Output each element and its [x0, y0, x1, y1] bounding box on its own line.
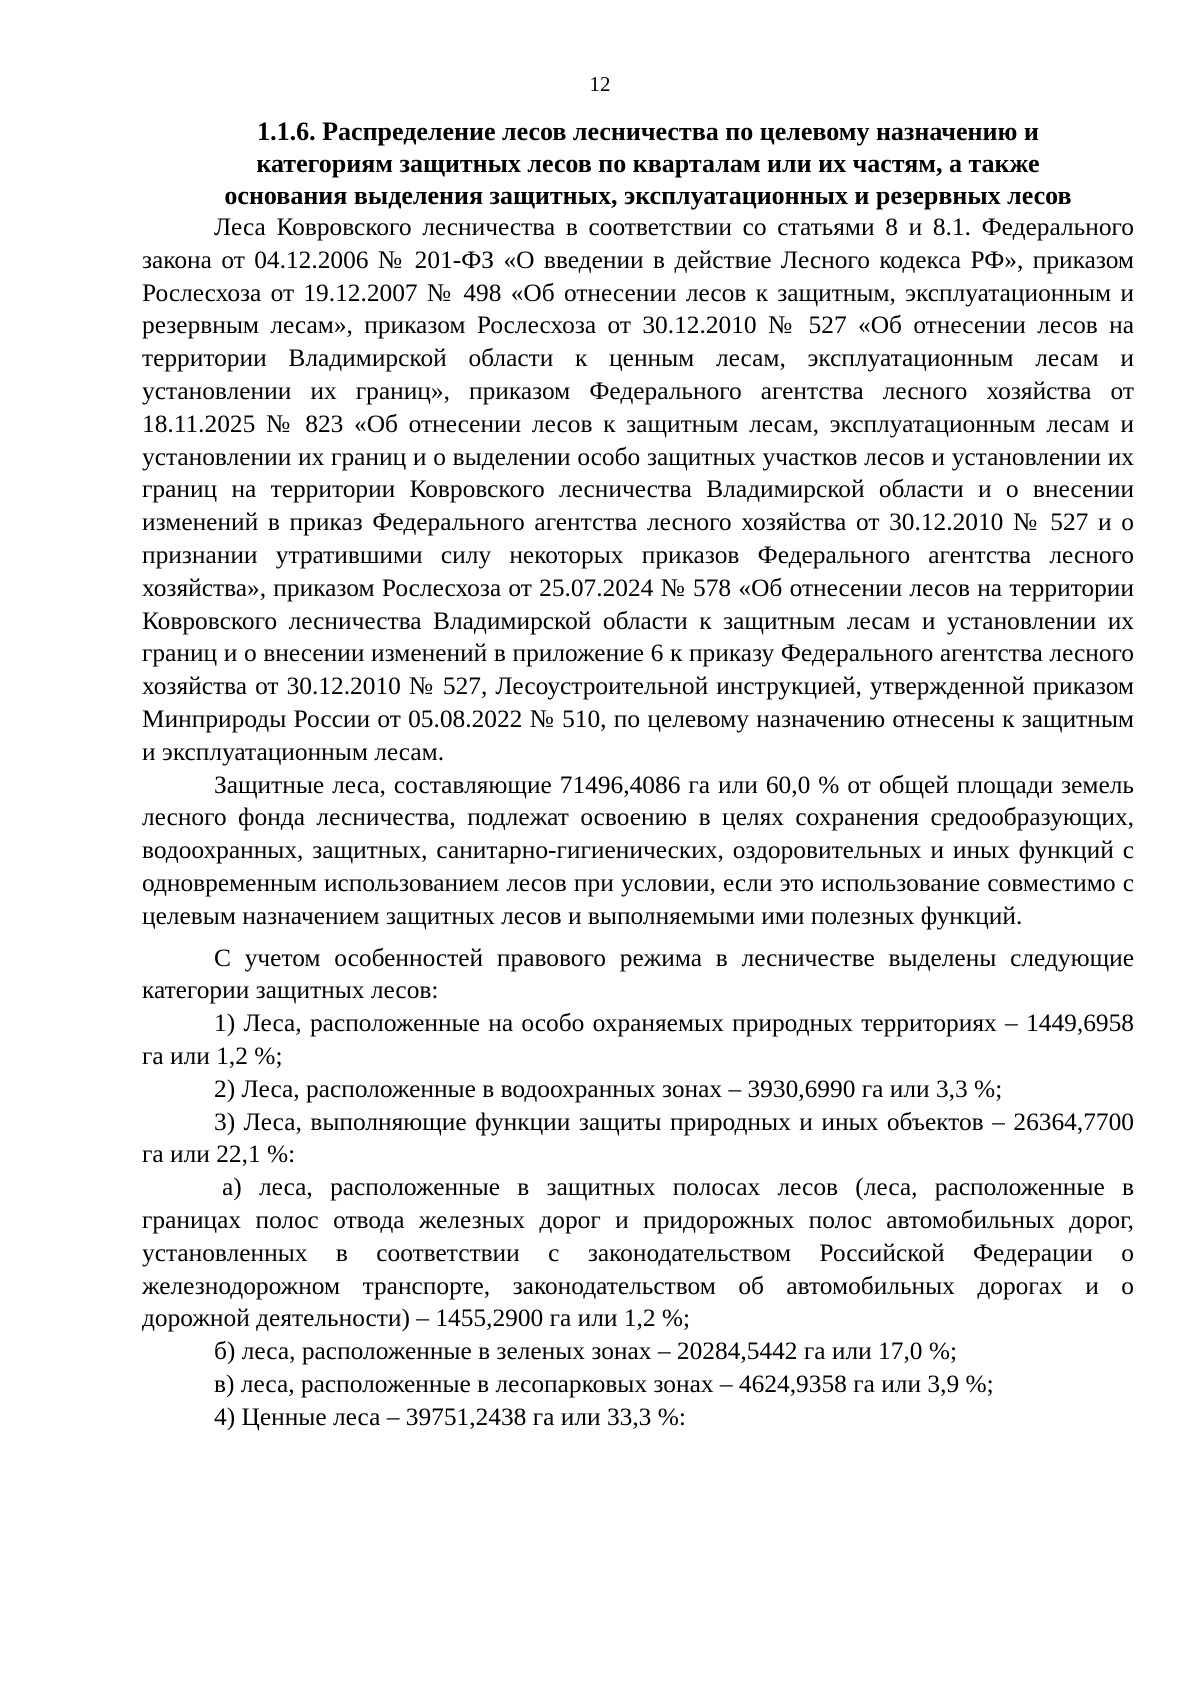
list-item-subcategory-c: в) леса, расположенные в лесопарковых зонах – 4624,9358 га или 3,9 %;	[214, 1369, 994, 1398]
list-item-subcategory-a: а) леса, расположенные в защитных полосах лесов (леса, расположенные в границах полос отвода железных дорог и придорожных полос автомобильных дорог, установленных в соответствии с законодательством Российской Федерации о железнодорожном транспорте, законодательством об автомобильных дорогах и о дорожной деятельности) – 1455,2900 га или 1,2 %;	[142, 1173, 1134, 1333]
list-item-category-4: 4) Ценные леса – 39751,2438 га или 33,3 %:	[214, 1402, 686, 1431]
section-heading-line: 1.1.6. Распределение лесов лесничества по целевому назначению и	[257, 117, 1039, 146]
body-text	[142, 211, 1134, 1433]
section-heading-line: основания выделения защитных, эксплуатационных и резервных лесов	[224, 181, 1072, 210]
section-heading	[178, 116, 1118, 212]
list-item-category-3: 3) Леса, выполняющие функции защиты природных и иных объектов – 26364,7700 га или 22,1 %:	[142, 1107, 1134, 1169]
list-item-category-2: 2) Леса, расположенные в водоохранных зонах – 3930,6990 га или 3,3 %;	[214, 1074, 1003, 1103]
paragraph-legal-basis: Леса Ковровского лесничества в соответствии со статьями 8 и 8.1. Федерального закона от 04.12.2006 № 201-ФЗ «О введении в действие Лесного кодекса РФ», приказом Рослесхоза от 19.12.2007 № 498 «Об отнесении лесов к защитным, эксплуатационным и резервным лесам», приказом Рослесхоза от 30.12.2010 № 527 «Об отнесении лесов на территории Владимирской области к ценным лесам, эксплуатационным лесам и установлении их границ», приказом Федерального агентства лесного хозяйства от 18.11.2025 № 823 «Об отнесении лесов к защитным лесам, эксплуатационным лесам и установлении их границ и о выделении особо защитных участков лесов и установлении их границ на территории Ковровского лесничества Владимирской области и о внесении изменений в приказ Федерального агентства лесного хозяйства от 30.12.2010 № 527 и о признании утратившими силу некоторых приказов Федерального агентства лесного хозяйства», приказом Рослесхоза от 25.07.2024 № 578 «Об отнесении лесов на территории Ковровского лесничества Владимирской области к защитным лесам и установлении их границ и о внесении изменений в приложение 6 к приказу Федерального агентства лесного хозяйства от 30.12.2010 № 527, Лесоустроительной инструкцией, утвержденной приказом Минприроды России от 05.08.2022 № 510, по целевому назначению отнесены к защитным и эксплуатационным лесам.	[142, 213, 1134, 766]
page-number: 12	[589, 72, 611, 96]
paragraph-protective-forests: Защитные леса, составляющие 71496,4086 га или 60,0 % от общей площади земель лесного фонда лесничества, подлежат освоению в целях сохранения средообразующих, водоохранных, защитных, санитарно-гигиенических, оздоровительных и иных функций с одновременным использованием лесов при условии, если это использование совместимо с целевым назначением защитных лесов и выполняемыми ими полезных функций.	[142, 770, 1134, 930]
list-item-category-1: 1) Леса, расположенные на особо охраняемых природных территориях – 1449,6958 га или 1,2 %;	[142, 1009, 1134, 1070]
paragraph-categories-intro: С учетом особенностей правового режима в лесничестве выделены следующие категории защитных лесов:	[142, 943, 1134, 1005]
section-heading-line: категориям защитных лесов по кварталам или их частям, а также	[256, 149, 1040, 178]
list-item-subcategory-b: б) леса, расположенные в зеленых зонах – 20284,5442 га или 17,0 %;	[214, 1337, 958, 1366]
